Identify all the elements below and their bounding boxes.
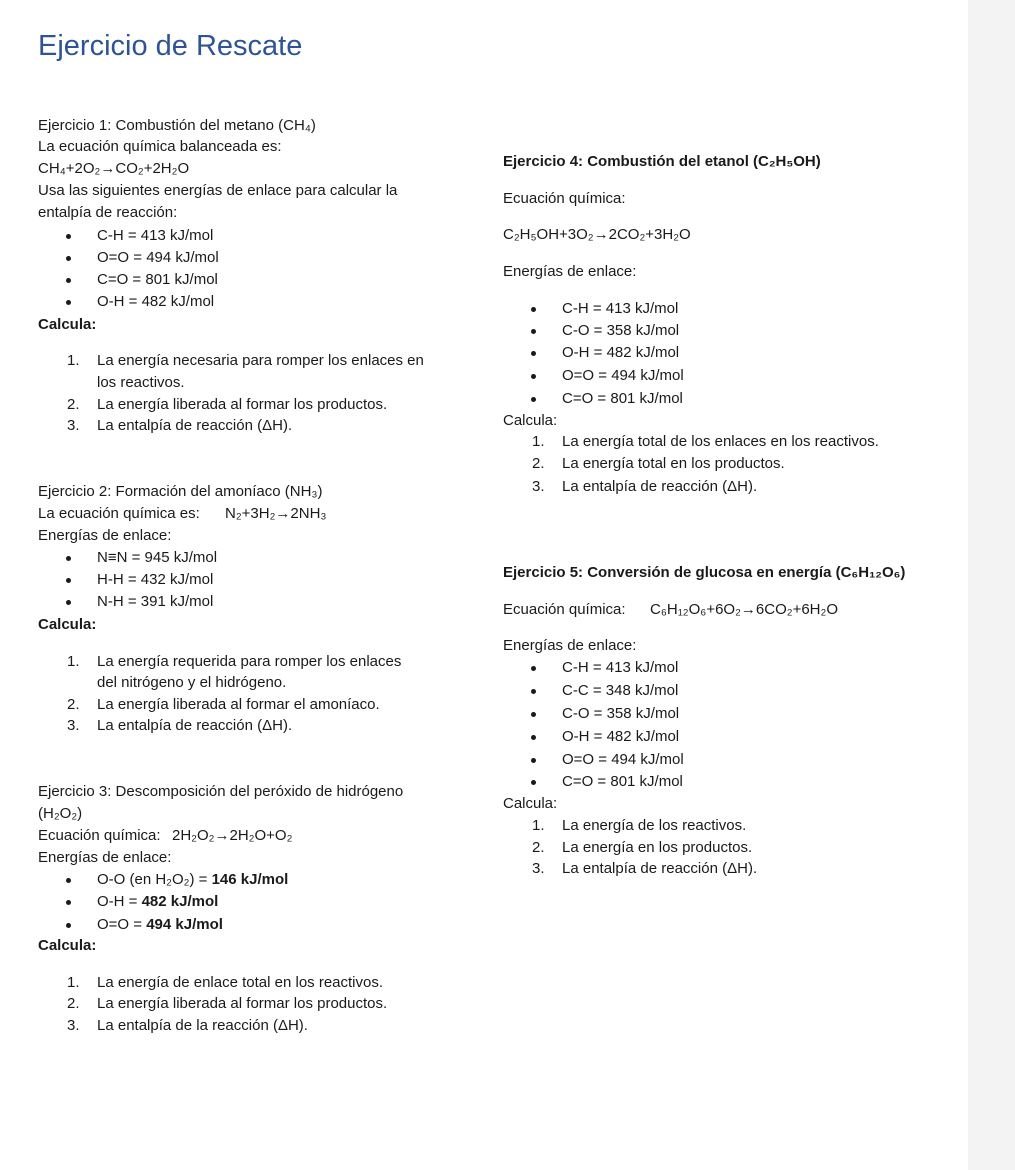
ex1-line2a: Usa las siguientes energías de enlace para calcular la	[38, 182, 398, 199]
ex2-task-item: 2. La energía liberada al formar el amoníaco.	[67, 696, 380, 713]
ex5-eq-label: Ecuación química:	[503, 601, 626, 618]
ex3-bond-item: O-O (en H₂O₂) = 146 kJ/mol	[97, 870, 288, 890]
ex4-equation: C₂H₅OH+3O₂→2CO₂+3H₂O	[503, 226, 691, 243]
ex5-task-item: 2. La energía en los productos.	[532, 839, 753, 856]
ex2-task-item: 3. La entalpía de reacción (ΔH).	[67, 717, 293, 734]
ex5-bond-item: C=O = 801 kJ/mol	[562, 772, 683, 792]
bullet-icon	[66, 234, 71, 239]
ex1-bond-item: O=O = 494 kJ/mol	[97, 248, 219, 268]
bullet-icon	[531, 666, 536, 671]
ex3-task-item: 1. La energía de enlace total en los reactivos.	[67, 974, 384, 991]
ex5-equation: C₆H₁₂O₆+6O₂→6CO₂+6H₂O	[650, 601, 838, 618]
ex1-calcula: Calcula:	[38, 316, 97, 333]
bullet-icon	[66, 300, 71, 305]
bullet-icon	[66, 256, 71, 261]
ex2-bond-item: N≡N = 945 kJ/mol	[97, 548, 217, 568]
ex1-bond-item: C-H = 413 kJ/mol	[97, 226, 213, 246]
ex2-energias: Energías de enlace:	[38, 527, 172, 544]
ex2-bond-item: N-H = 391 kJ/mol	[97, 592, 213, 612]
ex4-bond-item: C-H = 413 kJ/mol	[562, 299, 678, 319]
right-margin-panel	[968, 0, 1015, 1170]
bullet-icon	[66, 556, 71, 561]
ex1-bond-item: C=O = 801 kJ/mol	[97, 270, 218, 290]
ex4-bond-item: O-H = 482 kJ/mol	[562, 343, 679, 363]
ex4-energias: Energías de enlace:	[503, 263, 637, 280]
ex1-bond-item: O-H = 482 kJ/mol	[97, 292, 214, 312]
ex3-heading: Ejercicio 3: Descomposición del peróxido de hidrógeno	[38, 783, 404, 800]
ex1-line1: La ecuación química balanceada es:	[38, 138, 282, 155]
ex4-eq-label: Ecuación química:	[503, 190, 626, 207]
ex3-eq-label: Ecuación química:	[38, 827, 161, 844]
ex1-equation: CH₄+2O₂→CO₂+2H₂O	[38, 160, 190, 177]
ex3-heading2: (H₂O₂)	[38, 805, 83, 822]
bullet-icon	[531, 735, 536, 740]
ex3-task-item: 3. La entalpía de la reacción (ΔH).	[67, 1017, 308, 1034]
ex2-line1: La ecuación química es:	[38, 505, 200, 522]
ex4-heading: Ejercicio 4: Combustión del etanol (C₂H₅OH)	[503, 153, 821, 170]
bullet-icon	[66, 900, 71, 905]
ex5-heading: Ejercicio 5: Conversión de glucosa en energía (C₆H₁₂O₆)	[503, 564, 906, 581]
ex3-bond-item: O=O = 494 kJ/mol	[97, 915, 223, 935]
ex5-bond-item: C-C = 348 kJ/mol	[562, 681, 678, 701]
ex4-bond-item: O=O = 494 kJ/mol	[562, 366, 684, 386]
ex2-heading: Ejercicio 2: Formación del amoníaco (NH₃)	[38, 483, 323, 500]
ex4-bond-item: C-O = 358 kJ/mol	[562, 321, 679, 341]
ex1-task-item: 2. La energía liberada al formar los productos.	[67, 396, 388, 413]
ex5-calcula: Calcula:	[503, 795, 558, 812]
bullet-icon	[66, 278, 71, 283]
ex2-task-item: 1. La energía requerida para romper los enlaces	[67, 653, 402, 670]
bullet-icon	[66, 600, 71, 605]
ex5-energias: Energías de enlace:	[503, 637, 637, 654]
bullet-icon	[531, 758, 536, 763]
ex1-line2b: entalpía de reacción:	[38, 204, 178, 221]
bullet-icon	[531, 689, 536, 694]
bullet-icon	[531, 712, 536, 717]
ex4-task-item: 3. La entalpía de reacción (ΔH).	[532, 478, 758, 495]
bullet-icon	[66, 878, 71, 883]
ex1-task-item: 3. La entalpía de reacción (ΔH).	[67, 417, 293, 434]
ex5-bond-item: O-H = 482 kJ/mol	[562, 727, 679, 747]
bullet-icon	[66, 923, 71, 928]
ex3-equation: 2H₂O₂→2H₂O+O₂	[172, 827, 293, 844]
ex2-calcula: Calcula:	[38, 616, 97, 633]
ex1-task-item: los reactivos.	[97, 374, 185, 391]
ex2-bond-item: H-H = 432 kJ/mol	[97, 570, 213, 590]
ex4-calcula: Calcula:	[503, 412, 558, 429]
ex1-task-item: 1. La energía necesaria para romper los enlaces en	[67, 352, 424, 369]
ex4-bond-item: C=O = 801 kJ/mol	[562, 389, 683, 409]
ex3-calcula: Calcula:	[38, 937, 97, 954]
ex3-bond-item: O-H = 482 kJ/mol	[97, 892, 218, 912]
ex5-task-item: 3. La entalpía de reacción (ΔH).	[532, 860, 758, 877]
bullet-icon	[531, 780, 536, 785]
ex4-task-item: 2. La energía total en los productos.	[532, 455, 785, 472]
bullet-icon	[531, 351, 536, 356]
page-title: Ejercicio de Rescate	[38, 30, 303, 62]
ex2-equation: N₂+3H₂→2NH₃	[225, 505, 327, 522]
ex1-heading: Ejercicio 1: Combustión del metano (CH₄)	[38, 117, 316, 134]
bullet-icon	[531, 307, 536, 312]
ex5-bond-item: C-H = 413 kJ/mol	[562, 658, 678, 678]
bullet-icon	[531, 374, 536, 379]
ex5-bond-item: O=O = 494 kJ/mol	[562, 750, 684, 770]
ex4-task-item: 1. La energía total de los enlaces en los reactivos.	[532, 433, 879, 450]
ex5-bond-item: C-O = 358 kJ/mol	[562, 704, 679, 724]
ex3-energias: Energías de enlace:	[38, 849, 172, 866]
bullet-icon	[531, 329, 536, 334]
bullet-icon	[66, 578, 71, 583]
ex3-task-item: 2. La energía liberada al formar los productos.	[67, 995, 388, 1012]
bullet-icon	[531, 397, 536, 402]
ex2-task-item: del nitrógeno y el hidrógeno.	[97, 674, 287, 691]
ex5-task-item: 1. La energía de los reactivos.	[532, 817, 747, 834]
